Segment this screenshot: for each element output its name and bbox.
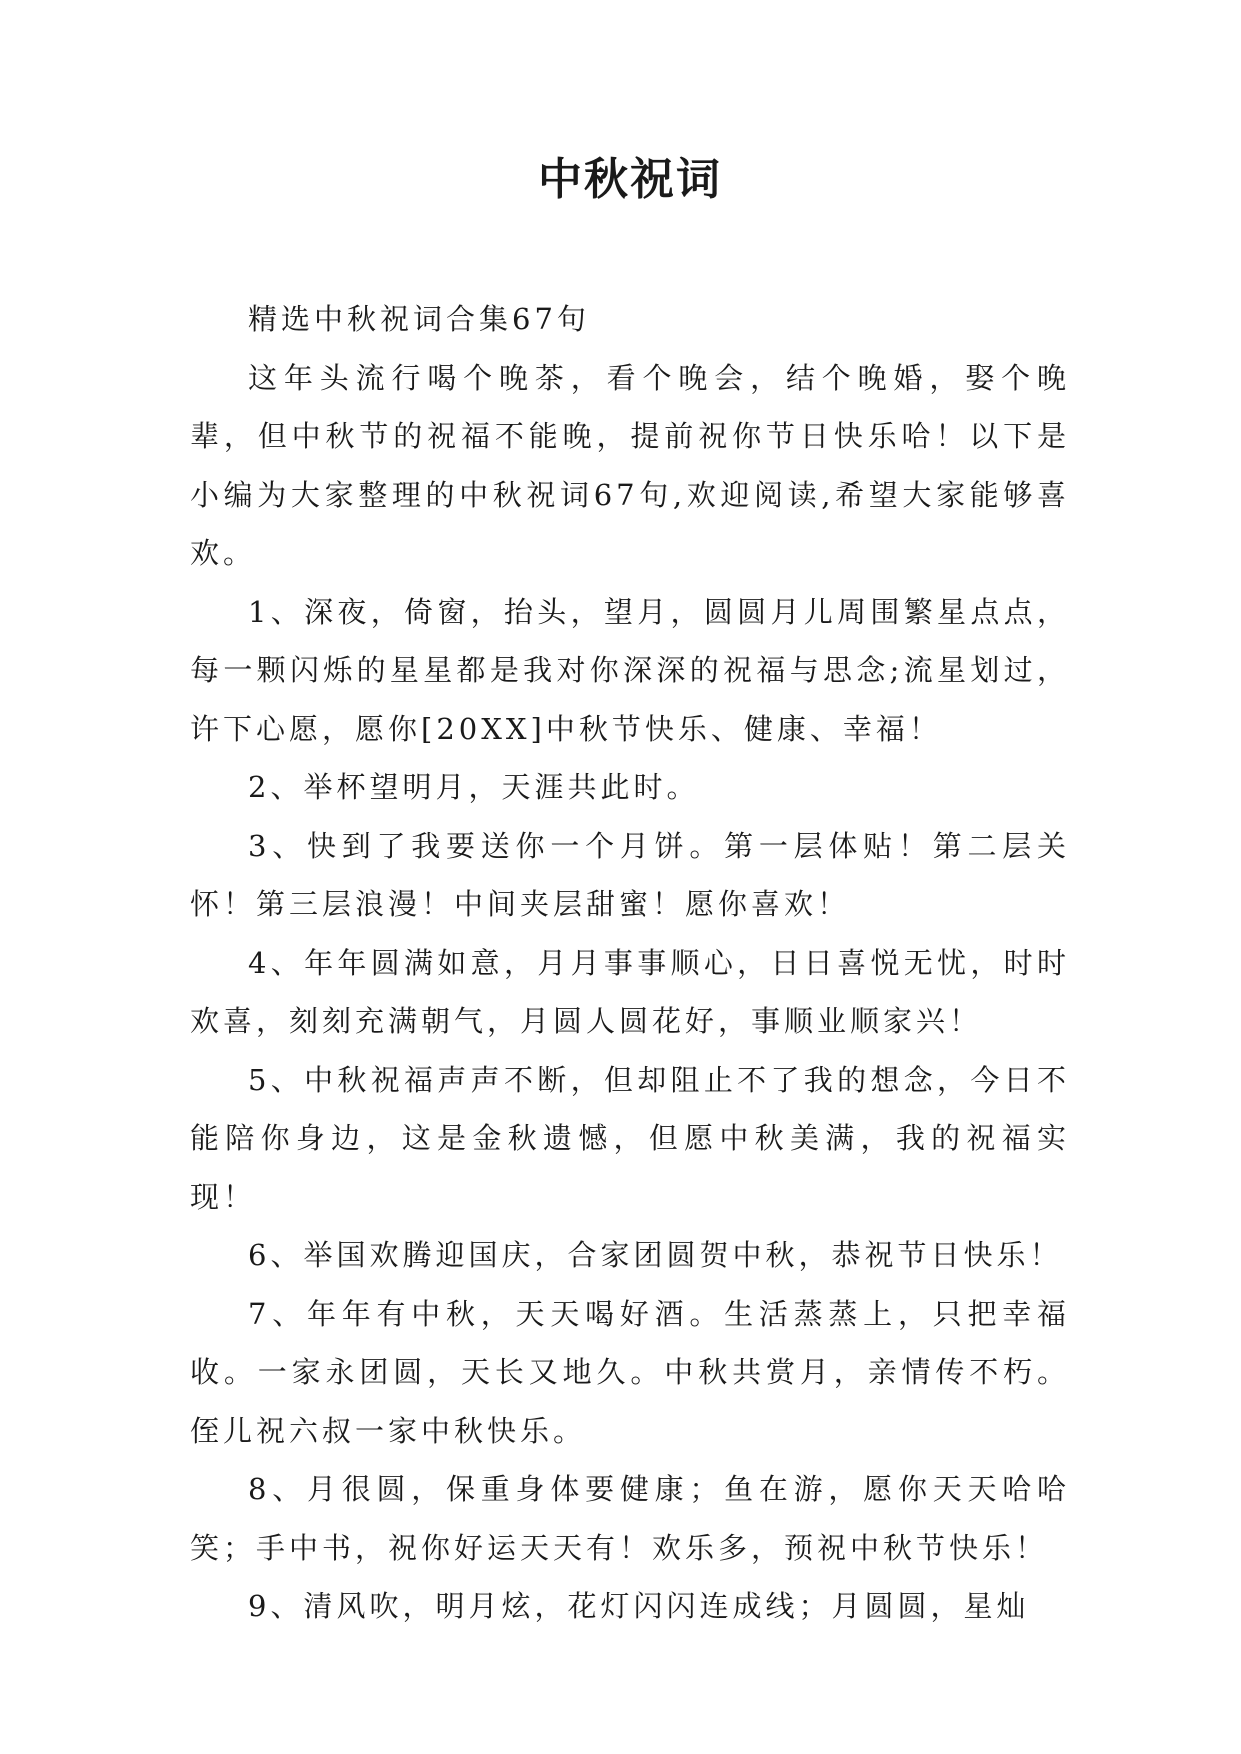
- blessing-paragraph-4: 4、年年圆满如意，月月事事顺心，日日喜悦无忧，时时欢喜，刻刻充满朝气，月圆人圆花好，事顺业顺家兴！: [190, 945, 1070, 1038]
- blessing-paragraph-9: 9、清风吹，明月炫，花灯闪闪连成线；月圆圆，星灿: [248, 1589, 1030, 1623]
- blessing-paragraph-2: 2、举杯望明月，天涯共此时。: [248, 770, 700, 804]
- blessing-paragraph-7: 7、年年有中秋，天天喝好酒。生活蒸蒸上，只把幸福收。一家永团圆，天长又地久。中秋共赏月，亲情传不朽。侄儿祝六叔一家中秋快乐。: [190, 1296, 1070, 1448]
- blessing-paragraph-5: 5、中秋祝福声声不断，但却阻止不了我的想念，今日不能陪你身边，这是金秋遗憾，但愿中秋美满，我的祝福实现！: [190, 1062, 1070, 1214]
- subtitle-paragraph: 精选中秋祝词合集67句: [248, 302, 590, 336]
- blessing-paragraph-6: 6、举国欢腾迎国庆，合家团圆贺中秋，恭祝节日快乐！: [248, 1238, 1063, 1272]
- blessing-paragraph-8: 8、月很圆，保重身体要健康；鱼在游，愿你天天哈哈笑；手中书，祝你好运天天有！欢乐多，预祝中秋节快乐！: [190, 1472, 1070, 1565]
- blessing-paragraph-3: 3、快到了我要送你一个月饼。第一层体贴！第二层关怀！第三层浪漫！中间夹层甜蜜！愿你喜欢！: [190, 828, 1070, 921]
- document-title: 中秋祝词: [538, 154, 722, 205]
- intro-paragraph: 这年头流行喝个晚茶，看个晚会，结个晚婚，娶个晚辈，但中秋节的祝福不能晚，提前祝你节日快乐哈！以下是小编为大家整理的中秋祝词67句,欢迎阅读,希望大家能够喜欢。: [190, 360, 1070, 570]
- document-page: [190, 0, 1070, 1754]
- blessing-paragraph-1: 1、深夜，倚窗，抬头，望月，圆圆月儿周围繁星点点，每一颗闪烁的星星都是我对你深深的祝福与思念;流星划过，许下心愿，愿你[20XX]中秋节快乐、健康、幸福！: [190, 594, 1070, 746]
- document-body: [190, 290, 1070, 1636]
